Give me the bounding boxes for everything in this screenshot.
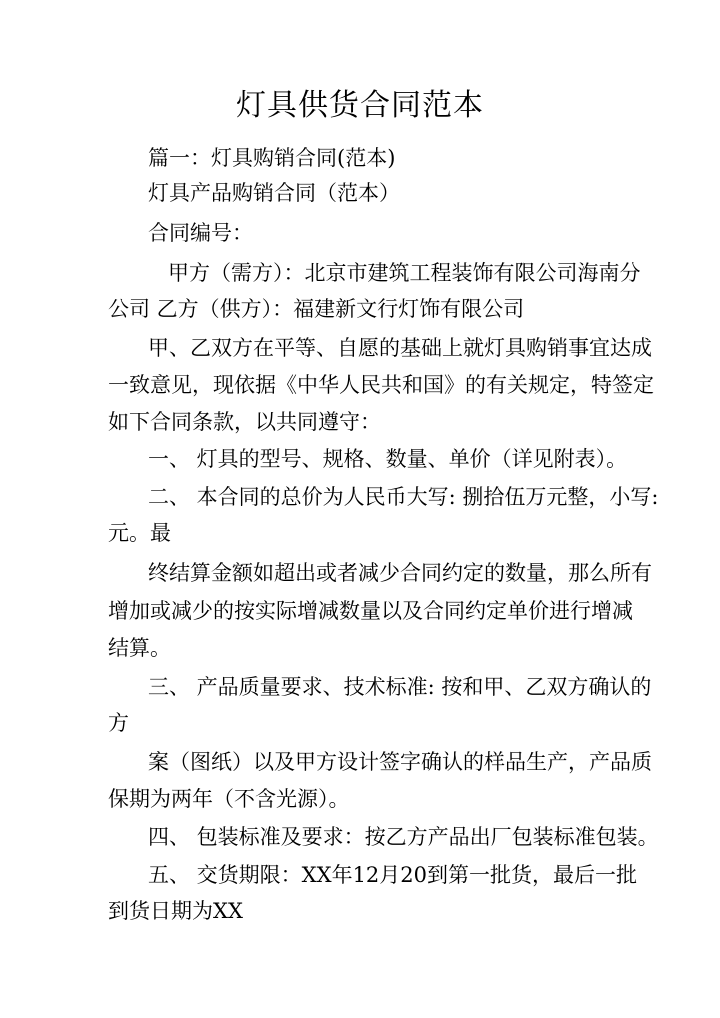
paragraph-line: 如下合同条款，以共同遵守：	[108, 410, 381, 434]
paragraph-line: 增加或减少的按实际增减数量以及合同约定单价进行增减	[108, 599, 633, 623]
paragraph-line: 甲、乙双方在平等、自愿的基础上就灯具购销事宜达成	[148, 336, 652, 360]
paragraph-line: 案（图纸）以及甲方设计签字确认的样品生产，产品质	[148, 750, 652, 774]
paragraph-line: 到货日期为XX	[108, 899, 243, 923]
document-title: 灯具供货合同范本	[236, 88, 484, 123]
paragraph-line: 终结算金额如超出或者减少合同约定的数量，那么所有	[148, 561, 652, 585]
contract-subtitle: 灯具产品购销合同（范本）	[148, 181, 400, 205]
clause-1: 一、 灯具的型号、规格、数量、单价（详见附表）。	[148, 447, 628, 471]
clause-2: 二、 本合同的总价为人民币大写: 捌拾伍万元整，小写:	[148, 485, 659, 509]
paragraph-line: 结算。	[108, 636, 171, 660]
party-a-line: 甲方（需方）：北京市建筑工程装饰有限公司海南分	[168, 261, 641, 285]
paragraph-line: 元。最	[108, 521, 171, 545]
paragraph-line: 一致意见，现依据《中华人民共和国》的有关规定，特签定	[108, 373, 654, 397]
paragraph-line: 保期为两年（不含光源）。	[108, 787, 350, 811]
section-heading: 篇一：灯具购销合同(范本)	[148, 146, 396, 170]
clause-5: 五、 交货期限：XX年12月20到第一批货，最后一批	[148, 863, 638, 887]
contract-number-label: 合同编号：	[148, 221, 253, 245]
paragraph-line: 方	[108, 711, 129, 735]
clause-3: 三、 产品质量要求、技术标准: 按和甲、乙双方确认的	[148, 675, 652, 699]
clause-4: 四、 包装标准及要求：按乙方产品出厂包装标准包装。	[148, 825, 659, 849]
party-b-line: 公司 乙方（供方）：福建新文行灯饰有限公司	[108, 297, 525, 321]
